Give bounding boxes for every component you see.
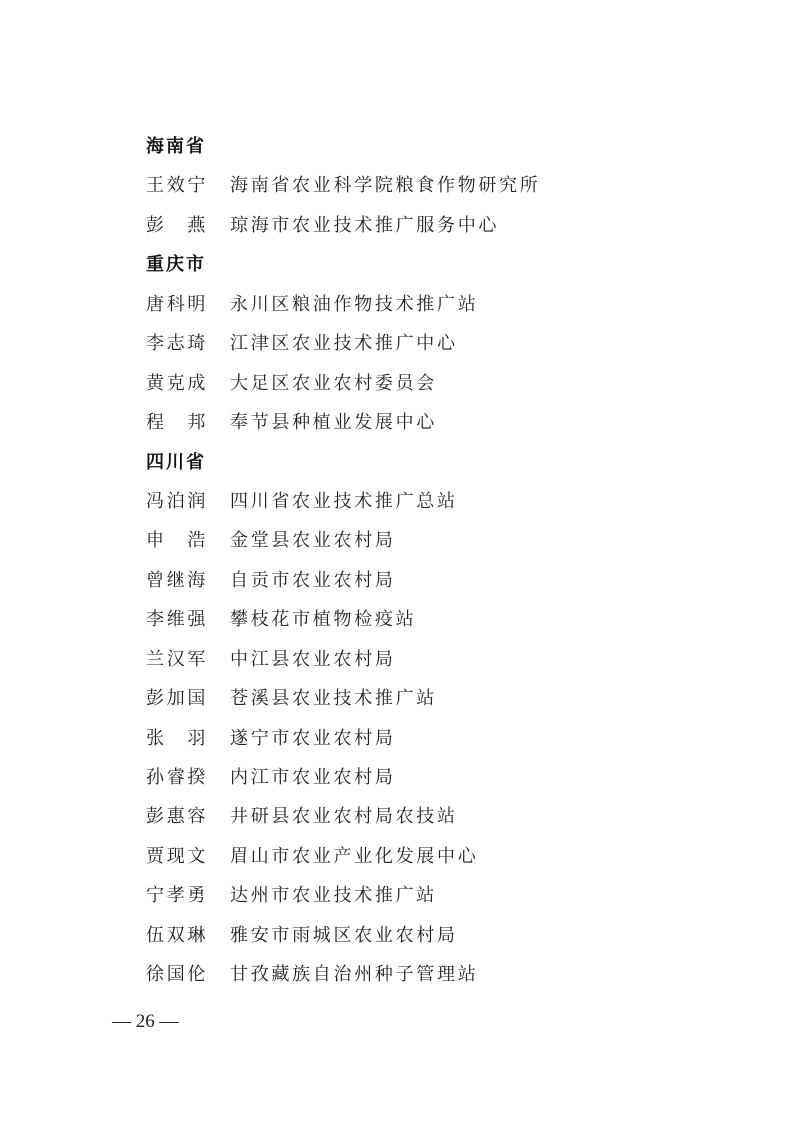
person-name: 曾继海 bbox=[146, 569, 209, 591]
list-item bbox=[146, 324, 541, 363]
organization: 苍溪县农业技术推广站 bbox=[230, 688, 437, 710]
list-item bbox=[146, 166, 541, 205]
list-item bbox=[146, 285, 541, 324]
organization: 四川省农业技术推广总站 bbox=[230, 490, 458, 512]
list-item bbox=[146, 600, 541, 639]
list-item bbox=[146, 403, 541, 442]
person-name: 李维强 bbox=[146, 609, 209, 631]
name-list bbox=[146, 127, 541, 995]
list-item bbox=[146, 916, 541, 955]
region-heading: 四川省 bbox=[146, 451, 206, 473]
list-item bbox=[146, 679, 541, 718]
organization: 江津区农业技术推广中心 bbox=[230, 333, 458, 355]
organization: 内江市农业农村局 bbox=[230, 767, 396, 788]
person-name: 徐国伦 bbox=[146, 964, 209, 986]
list-item bbox=[146, 797, 541, 836]
person-name: 孙睿揆 bbox=[146, 767, 209, 788]
person-name: 宁孝勇 bbox=[146, 885, 209, 907]
page-number: — 26 — bbox=[112, 1011, 179, 1032]
organization: 雅安市雨城区农业农村局 bbox=[230, 924, 458, 946]
organization: 奉节县种植业发展中心 bbox=[230, 412, 437, 434]
organization: 金堂县农业农村局 bbox=[230, 530, 396, 552]
person-name: 黄克成 bbox=[146, 372, 209, 394]
person-name: 唐科明 bbox=[146, 293, 209, 315]
list-item bbox=[146, 719, 541, 758]
list-item bbox=[146, 955, 541, 994]
organization: 井研县农业农村局农技站 bbox=[230, 806, 458, 828]
organization: 琼海市农业技术推广服务中心 bbox=[230, 214, 500, 236]
person-name: 张 羽 bbox=[146, 727, 209, 749]
list-item bbox=[146, 206, 541, 245]
person-name: 彭惠容 bbox=[146, 806, 209, 828]
organization: 眉山市农业产业化发展中心 bbox=[230, 845, 479, 867]
region-heading: 重庆市 bbox=[146, 254, 206, 276]
organization: 甘孜藏族自治州种子管理站 bbox=[230, 964, 479, 986]
list-item bbox=[146, 521, 541, 560]
person-name: 兰汉军 bbox=[146, 648, 209, 670]
organization: 遂宁市农业农村局 bbox=[230, 727, 396, 749]
list-item bbox=[146, 364, 541, 403]
organization: 海南省农业科学院粮食作物研究所 bbox=[230, 175, 541, 197]
person-name: 王效宁 bbox=[146, 175, 209, 197]
person-name: 彭加国 bbox=[146, 688, 209, 710]
organization: 自贡市农业农村局 bbox=[230, 569, 396, 591]
organization: 大足区农业农村委员会 bbox=[230, 372, 437, 394]
organization: 永川区粮油作物技术推广站 bbox=[230, 293, 479, 315]
list-item bbox=[146, 837, 541, 876]
organization: 达州市农业技术推广站 bbox=[230, 885, 437, 907]
person-name: 李志琦 bbox=[146, 333, 209, 355]
organization: 攀枝花市植物检疫站 bbox=[230, 609, 417, 631]
list-item bbox=[146, 758, 541, 797]
person-name: 冯泊润 bbox=[146, 490, 209, 512]
person-name: 程 邦 bbox=[146, 412, 209, 434]
list-item bbox=[146, 482, 541, 521]
list-item bbox=[146, 876, 541, 915]
person-name: 申 浩 bbox=[146, 530, 209, 552]
region-heading: 海南省 bbox=[146, 136, 206, 157]
person-name: 彭 燕 bbox=[146, 214, 209, 236]
list-item bbox=[146, 640, 541, 679]
organization: 中江县农业农村局 bbox=[230, 648, 396, 670]
person-name: 伍双琳 bbox=[146, 924, 209, 946]
list-item bbox=[146, 561, 541, 600]
person-name: 贾现文 bbox=[146, 845, 209, 867]
